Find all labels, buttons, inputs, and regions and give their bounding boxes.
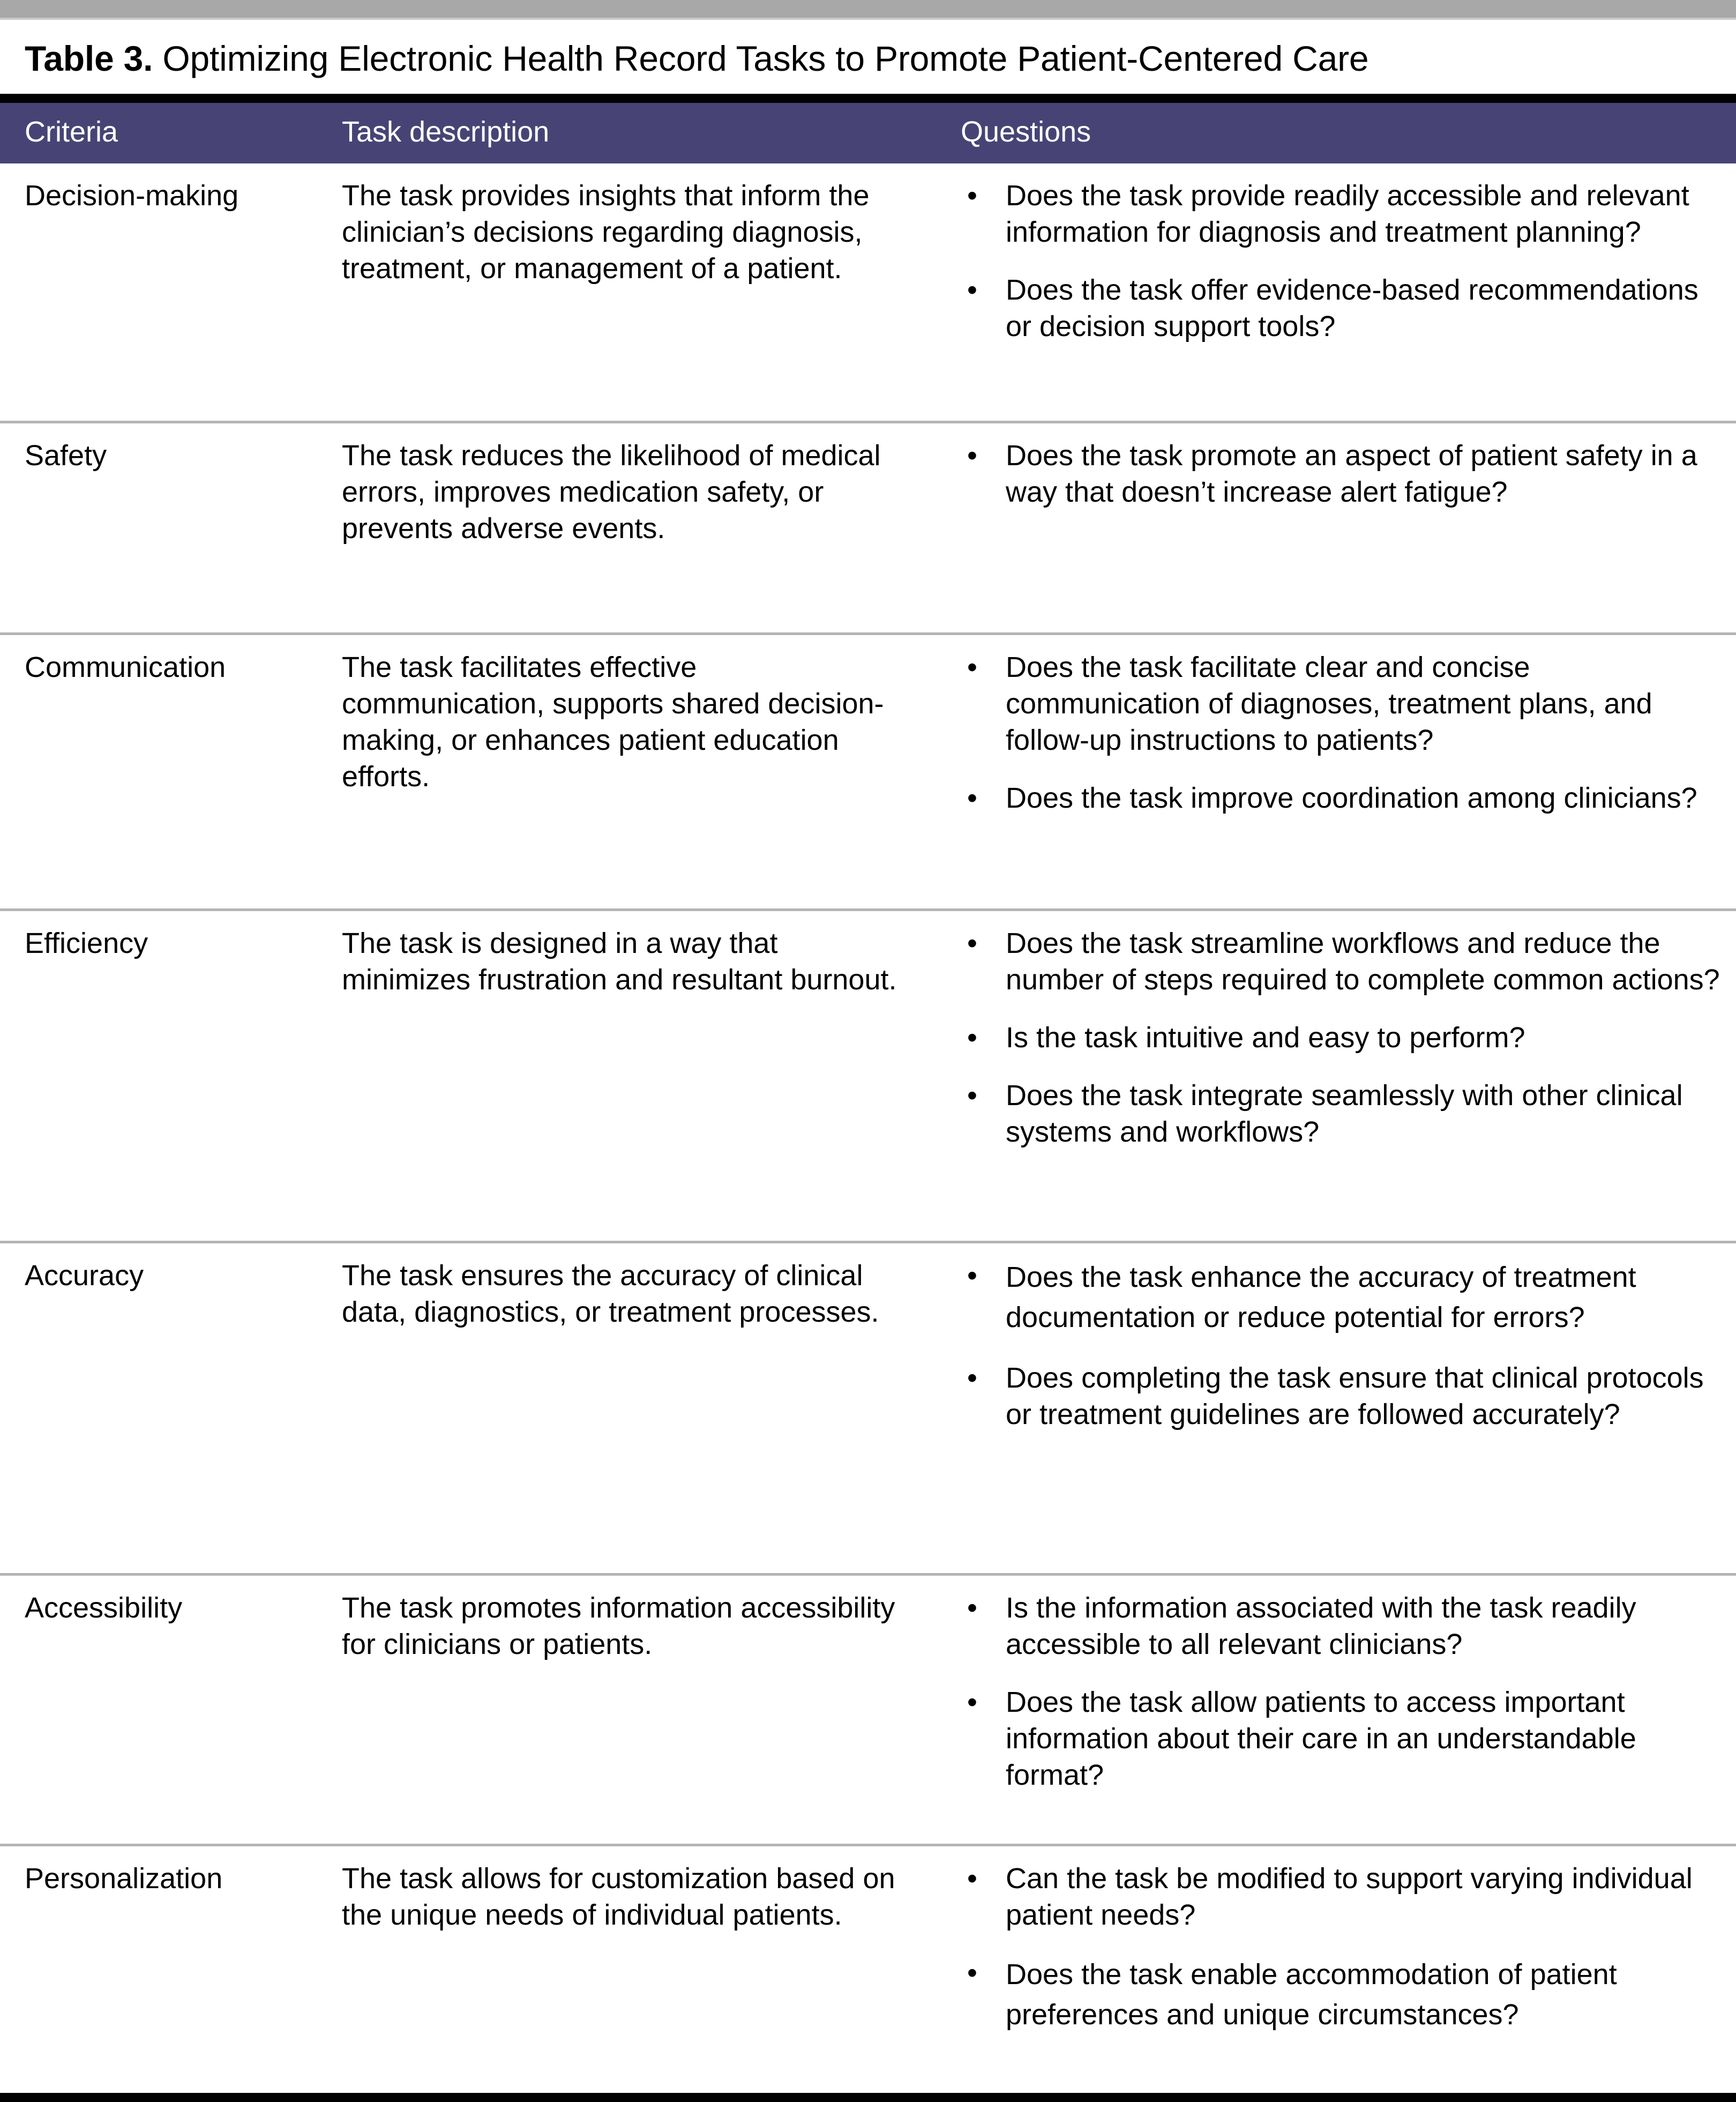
- table-row: [0, 1242, 1736, 1574]
- list-item: [960, 1684, 1725, 1793]
- cell-questions: [935, 1574, 1736, 1845]
- list-item: [960, 437, 1725, 510]
- table-row: [0, 1845, 1736, 2093]
- cell-questions: [935, 422, 1736, 633]
- question-list: [960, 1590, 1725, 1793]
- table-row: [0, 163, 1736, 422]
- cell-task-description: The task facilitates effective communication, supports shared decision-making, or enhances patient education efforts.: [316, 633, 935, 910]
- table-row: [0, 910, 1736, 1242]
- list-item: [960, 780, 1725, 816]
- cell-criteria: Efficiency: [0, 910, 316, 1242]
- table-bottom-rule: [0, 2093, 1736, 2102]
- list-item: [960, 177, 1725, 250]
- bullet-icon: •: [967, 1021, 977, 1054]
- question-text: Can the task be modified to support varying individual patient needs?: [1006, 1862, 1693, 1931]
- cell-task-description: The task promotes information accessibility for clinicians or patients.: [316, 1574, 935, 1845]
- table-row: [0, 1574, 1736, 1845]
- cell-task-description: The task provides insights that inform the clinician’s decisions regarding diagnosis, treatment, or management of a patient.: [342, 179, 870, 285]
- table-header-row: [0, 103, 1736, 163]
- bullet-icon: •: [967, 1361, 977, 1394]
- list-item: [960, 1955, 1725, 2036]
- bullet-icon: •: [967, 927, 977, 959]
- question-list: [960, 649, 1725, 816]
- bullet-icon: •: [967, 439, 977, 472]
- column-header-task-description: Task description: [342, 115, 550, 148]
- cell-questions: [935, 1845, 1736, 2093]
- cell-task-description: The task allows for customization based on the unique needs of individual patients.: [316, 1845, 935, 2093]
- bullet-icon: •: [967, 781, 977, 814]
- criteria-table: [0, 103, 1736, 2093]
- column-header-questions: Questions: [961, 115, 1091, 148]
- cell-questions: [935, 633, 1736, 910]
- question-text: Does the task streamline workflows and reduce the number of steps required to complete common actions?: [1006, 927, 1720, 996]
- question-text: Is the information associated with the task readily accessible to all relevant clinicians?: [1006, 1591, 1636, 1660]
- table-row: [0, 422, 1736, 633]
- bullet-icon: •: [967, 1956, 977, 1989]
- table-caption-text: Optimizing Electronic Health Record Tasks to Promote Patient-Centered Care: [153, 39, 1369, 78]
- cell-criteria: Safety: [0, 422, 316, 633]
- question-list: [960, 925, 1725, 1150]
- cell-task-description: The task ensures the accuracy of clinical data, diagnostics, or treatment processes.: [316, 1242, 935, 1574]
- question-text: Does the task promote an aspect of patient safety in a way that doesn’t increase alert fatigue?: [1006, 439, 1697, 508]
- bullet-icon: •: [967, 651, 977, 683]
- cell-criteria: Personalization: [0, 1845, 316, 2093]
- bullet-icon: •: [967, 179, 977, 212]
- list-item: [960, 272, 1725, 345]
- question-text: Does the task allow patients to access important information about their care in an understandable format?: [1006, 1686, 1636, 1791]
- cell-questions: [935, 1242, 1736, 1574]
- question-text: Does the task improve coordination among clinicians?: [1006, 781, 1697, 814]
- question-text: Does the task enhance the accuracy of treatment documentation or reduce potential for errors?: [1006, 1261, 1636, 1334]
- list-item: [960, 1019, 1725, 1056]
- table-top-rule: [0, 94, 1736, 103]
- bullet-icon: •: [967, 273, 977, 306]
- bullet-icon: •: [967, 1686, 977, 1718]
- cell-task-description: The task reduces the likelihood of medical errors, improves medication safety, or prevents adverse events.: [316, 422, 935, 633]
- bullet-icon: •: [967, 1259, 977, 1292]
- question-text: Does the task facilitate clear and concise communication of diagnoses, treatment plans, and follow-up instructions to patients?: [1006, 651, 1652, 756]
- list-item: [960, 1860, 1725, 1933]
- bullet-icon: •: [967, 1591, 977, 1624]
- list-item: [960, 1360, 1725, 1433]
- table-caption-label: Table 3.: [25, 39, 153, 78]
- question-text: Does the task provide readily accessible and relevant information for diagnosis and treatment planning?: [1006, 179, 1689, 248]
- list-item: [960, 1590, 1725, 1663]
- cell-criteria: Accuracy: [0, 1242, 316, 1574]
- question-list: [960, 177, 1725, 345]
- list-item: [960, 649, 1725, 758]
- question-text: Is the task intuitive and easy to perform?: [1006, 1021, 1525, 1054]
- table-body: [0, 163, 1736, 2093]
- cell-criteria: Communication: [0, 633, 316, 910]
- question-list: [960, 1257, 1725, 1433]
- bullet-icon: •: [967, 1079, 977, 1112]
- cell-task-description: The task is designed in a way that minimizes frustration and resultant burnout.: [316, 910, 935, 1242]
- column-header-criteria: Criteria: [25, 115, 118, 148]
- question-text: Does the task enable accommodation of patient preferences and unique circumstances?: [1006, 1958, 1617, 2031]
- question-list: [960, 1860, 1725, 2036]
- question-text: Does the task offer evidence-based recommendations or decision support tools?: [1006, 273, 1698, 342]
- cell-questions: [935, 163, 1736, 422]
- table-row: [0, 633, 1736, 910]
- cell-criteria: Accessibility: [0, 1574, 316, 1845]
- list-item: [960, 1077, 1725, 1150]
- bullet-icon: •: [967, 1862, 977, 1895]
- table-caption: [0, 20, 1736, 94]
- list-item: [960, 925, 1725, 998]
- table-header: [0, 103, 1736, 163]
- question-text: Does the task integrate seamlessly with other clinical systems and workflows?: [1006, 1079, 1683, 1148]
- list-item: [960, 1257, 1725, 1338]
- question-list: [960, 437, 1725, 510]
- cell-criteria: Decision-making: [25, 179, 239, 212]
- cell-questions: [935, 910, 1736, 1242]
- page-top-strip: [0, 0, 1736, 18]
- question-text: Does completing the task ensure that clinical protocols or treatment guidelines are followed accurately?: [1006, 1361, 1704, 1430]
